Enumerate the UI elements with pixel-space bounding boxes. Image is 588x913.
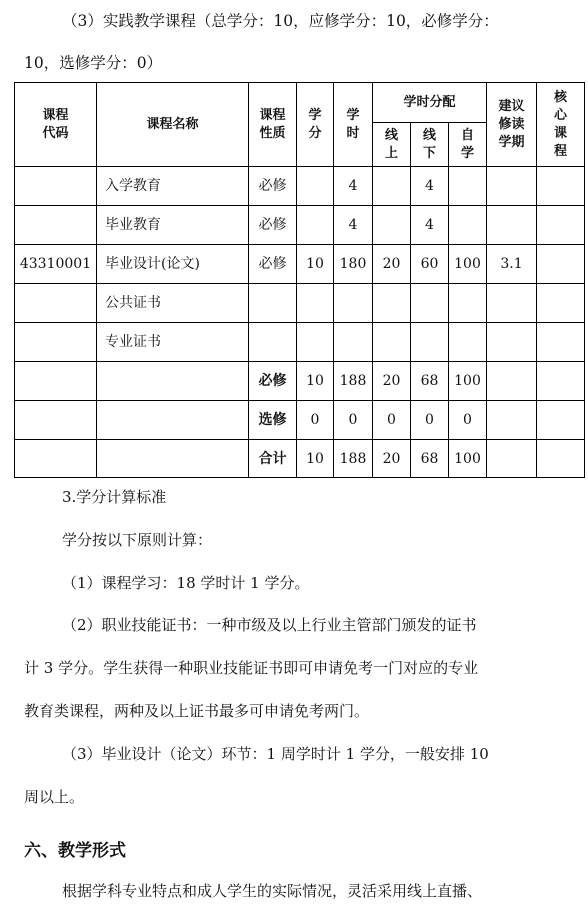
cell-core [537,167,585,206]
rule-2-line-3: 教育类课程，两种及以上证书最多可申请免考两门。 [24,702,370,720]
cell-self [449,284,487,323]
table-row [15,284,585,323]
cell-hours [334,284,373,323]
cell-self [449,323,487,362]
summary-offline: 68 [411,362,449,401]
summary-row-required [15,362,585,401]
summary-empty-cell [97,362,249,401]
header-name: 课程名称 [97,83,249,167]
summary-empty-cell [537,362,585,401]
cell-core [537,284,585,323]
cell-semester [487,284,537,323]
cell-hours: 4 [334,206,373,245]
rule-3-line-1: （3）毕业设计（论文）环节：1 周学时计 1 学分，一般安排 10 [62,745,489,763]
rule-2-line-2: 计 3 学分。学生获得一种职业技能证书即可申请免考一门对应的专业 [24,659,479,677]
summary-credit: 0 [297,401,334,440]
cell-code [15,206,97,245]
summary-empty-cell [487,362,537,401]
table-row [15,245,585,284]
cell-nature [249,323,297,362]
header-offline: 线下 [411,123,449,167]
cell-online [373,206,411,245]
summary-empty-cell [15,362,97,401]
summary-credit: 10 [297,440,334,478]
cell-core [537,323,585,362]
cell-credit [297,167,334,206]
intro-line-1: （3）实践教学课程（总学分：10，应修学分：10，必修学分： [62,12,499,30]
summary-online: 0 [373,401,411,440]
section-6-heading: 六、教学形式 [24,841,126,861]
header-hours-distribution: 学时分配 [373,83,487,123]
cell-offline: 60 [411,245,449,284]
cell-offline: 4 [411,167,449,206]
header-self: 自学 [449,123,487,167]
table-row [15,323,585,362]
cell-offline [411,284,449,323]
cell-credit: 10 [297,245,334,284]
cell-offline: 4 [411,206,449,245]
summary-self: 100 [449,440,487,478]
cell-hours [334,323,373,362]
cell-code [15,284,97,323]
cell-code [15,167,97,206]
cell-nature: 必修 [249,167,297,206]
cell-online [373,167,411,206]
header-hours: 学时 [334,83,373,167]
cell-credit [297,206,334,245]
summary-online: 20 [373,440,411,478]
section-3-intro: 学分按以下原则计算： [62,531,213,549]
summary-label: 选修 [249,401,297,440]
summary-self: 0 [449,401,487,440]
summary-empty-cell [537,401,585,440]
table-row [15,206,585,245]
header-semester: 建议修读学期 [487,83,537,167]
cell-credit [297,323,334,362]
header-credit: 学分 [297,83,334,167]
practice-course-table [14,82,585,478]
cell-offline [411,323,449,362]
cell-online [373,284,411,323]
cell-self: 100 [449,245,487,284]
cell-online: 20 [373,245,411,284]
cell-self [449,206,487,245]
summary-empty-cell [97,440,249,478]
header-online: 线上 [373,123,411,167]
summary-offline: 68 [411,440,449,478]
rule-1: （1）课程学习：18 学时计 1 学分。 [62,574,310,592]
summary-empty-cell [487,440,537,478]
summary-credit: 10 [297,362,334,401]
summary-empty-cell [487,401,537,440]
rule-3-line-2: 周以上。 [24,788,85,806]
header-nature: 课程性质 [249,83,297,167]
summary-label: 合计 [249,440,297,478]
summary-hours: 0 [334,401,373,440]
cell-core [537,206,585,245]
cell-code: 43310001 [15,245,97,284]
cell-semester: 3.1 [487,245,537,284]
summary-empty-cell [15,440,97,478]
cell-hours: 180 [334,245,373,284]
table-row [15,167,585,206]
cell-nature: 必修 [249,206,297,245]
cell-core [537,245,585,284]
summary-empty-cell [15,401,97,440]
summary-empty-cell [537,440,585,478]
cell-semester [487,206,537,245]
cell-nature [249,284,297,323]
summary-hours: 188 [334,362,373,401]
summary-online: 20 [373,362,411,401]
summary-offline: 0 [411,401,449,440]
summary-row-total [15,440,585,478]
cell-credit [297,284,334,323]
cell-name: 毕业设计(论文) [97,245,249,284]
cell-name: 专业证书 [97,323,249,362]
cell-semester [487,323,537,362]
cell-name: 入学教育 [97,167,249,206]
rule-2-line-1: （2）职业技能证书：一种市级及以上行业主管部门颁发的证书 [62,616,477,634]
intro-line-2: 10，选修学分：0） [24,54,163,72]
cell-hours: 4 [334,167,373,206]
summary-hours: 188 [334,440,373,478]
cell-semester [487,167,537,206]
header-core: 核心课程 [537,83,585,167]
cell-name: 公共证书 [97,284,249,323]
cell-nature: 必修 [249,245,297,284]
cell-self [449,167,487,206]
section-6-paragraph-line-1: 根据学科专业特点和成人学生的实际情况，灵活采用线上直播、 [62,882,483,900]
header-code: 课程代码 [15,83,97,167]
summary-row-elective [15,401,585,440]
summary-empty-cell [97,401,249,440]
cell-code [15,323,97,362]
summary-self: 100 [449,362,487,401]
cell-online [373,323,411,362]
section-3-title: 3.学分计算标准 [62,488,167,506]
cell-name: 毕业教育 [97,206,249,245]
summary-label: 必修 [249,362,297,401]
